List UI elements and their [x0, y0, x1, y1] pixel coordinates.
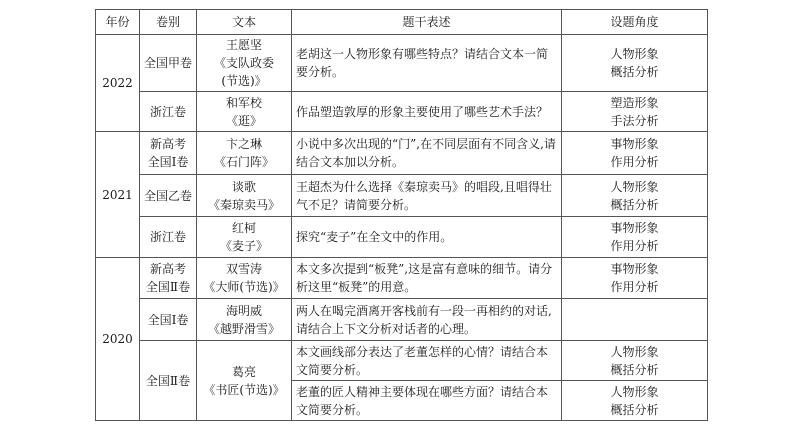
question-cell: 本文画线部分表达了老董怎样的心情？请结合本文简要分析。: [292, 341, 562, 381]
paper-line-2: 全国Ⅰ卷: [147, 155, 189, 169]
table-row: [96, 258, 708, 299]
text-title: 《大师(节选)》: [203, 280, 285, 294]
text-cell: [197, 132, 292, 175]
paper-cell: 浙江卷: [140, 92, 197, 132]
table-header-row: [96, 10, 708, 35]
angle-line-1: 人物形象: [610, 344, 659, 359]
text-title: 《麦子》: [219, 239, 268, 253]
table-row: [96, 132, 708, 175]
question-cell: 本文多次提到“板凳”,这是富有意味的细节。请分析这里“板凳”的用意。: [292, 258, 562, 299]
text-author: 王愿坚: [225, 38, 262, 52]
year-cell: 2020: [96, 258, 140, 421]
question-cell: 王超杰为什么选择《秦琼卖马》的唱段,且唱得壮气不足？请简要分析。: [292, 175, 562, 217]
angle-cell: [562, 132, 708, 175]
angle-line-2: 手法分析: [610, 113, 659, 128]
text-title: 《越野滑雪》: [207, 321, 280, 336]
text-title: 《逛》: [225, 113, 262, 128]
angle-line-1: 事物形象: [610, 221, 659, 235]
text-cell: [197, 92, 292, 132]
text-cell: [197, 217, 292, 258]
table-row: [96, 341, 708, 381]
paper-cell: 全国乙卷: [140, 175, 197, 217]
table-row: [96, 217, 708, 258]
angle-line-2: 概括分析: [610, 362, 659, 377]
angle-cell: [562, 341, 708, 381]
text-title: 《秦琼卖马》: [207, 197, 280, 212]
paper-line-1: 新高考: [149, 137, 186, 151]
paper-cell: 全国甲卷: [140, 35, 197, 92]
text-author: 和军校: [225, 95, 262, 110]
text-author: 海明威: [225, 303, 262, 318]
table-row: [96, 299, 708, 341]
text-title: 《书匠(节选)》: [203, 382, 285, 397]
angle-line-1: 人物形象: [610, 179, 659, 194]
text-author: 谈歌: [231, 179, 256, 194]
question-cell: 老胡这一人物形象有哪些特点？请结合文本一简要分析。: [292, 35, 562, 92]
text-title: 《石门阵》: [213, 155, 274, 169]
question-cell: 作品塑造敦厚的形象主要使用了哪些艺术手法？: [292, 92, 562, 132]
paper-cell: 全国Ⅰ卷: [140, 299, 197, 341]
year-cell: 2021: [96, 132, 140, 258]
angle-line-2: 作用分析: [610, 280, 659, 294]
text-author: 红柯: [231, 221, 256, 235]
header-year: 年份: [96, 10, 140, 35]
text-cell: [197, 35, 292, 92]
angle-line-2: 概括分析: [610, 402, 659, 417]
question-cell: 两人在喝完酒离开客栈前有一段一再相约的对话,请结合上下文分析对话者的心理。: [292, 299, 562, 341]
header-question: 题干表述: [292, 10, 562, 35]
text-cell: [197, 258, 292, 299]
angle-cell: [562, 92, 708, 132]
question-cell: 老董的匠人精神主要体现在哪些方面？请结合本文简要分析。: [292, 381, 562, 421]
text-author: 葛亮: [231, 364, 256, 379]
paper-cell: 全国Ⅱ卷: [140, 341, 197, 421]
angle-cell: [562, 217, 708, 258]
table-row: [96, 35, 708, 92]
text-author: 卞之琳: [225, 137, 262, 151]
angle-cell: [562, 258, 708, 299]
text-title-cont: (节选)》: [221, 74, 267, 88]
exam-question-table: [95, 9, 708, 421]
text-cell: [197, 341, 292, 421]
year-cell: 2022: [96, 35, 140, 132]
angle-line-2: 概括分析: [610, 65, 659, 79]
angle-line-1: 塑造形象: [610, 95, 659, 110]
angle-line-1: 事物形象: [610, 137, 659, 151]
angle-cell: [562, 299, 708, 341]
paper-cell: [140, 132, 197, 175]
table-row: [96, 175, 708, 217]
header-angle: 设题角度: [562, 10, 708, 35]
angle-line-1: 人物形象: [610, 384, 659, 399]
angle-line-2: 作用分析: [610, 239, 659, 253]
question-cell: 探究“麦子”在全文中的作用。: [292, 217, 562, 258]
paper-cell: [140, 258, 197, 299]
angle-line-2: 概括分析: [610, 197, 659, 212]
paper-line-1: 新高考: [149, 262, 186, 276]
header-text: 文本: [197, 10, 292, 35]
text-cell: [197, 175, 292, 217]
angle-cell: [562, 175, 708, 217]
paper-line-2: 全国Ⅱ卷: [145, 280, 191, 294]
paper-cell: 浙江卷: [140, 217, 197, 258]
angle-line-1: 事物形象: [610, 262, 659, 276]
text-author: 双雪涛: [225, 262, 262, 276]
angle-cell: [562, 35, 708, 92]
header-paper: 卷别: [140, 10, 197, 35]
angle-cell: [562, 381, 708, 421]
text-title: 《支队政委: [213, 56, 274, 70]
text-cell: [197, 299, 292, 341]
table-row: [96, 92, 708, 132]
angle-line-2: 作用分析: [610, 155, 659, 169]
question-cell: 小说中多次出现的“门”,在不同层面有不同含义,请结合文本加以分析。: [292, 132, 562, 175]
angle-line-1: 人物形象: [610, 47, 659, 61]
